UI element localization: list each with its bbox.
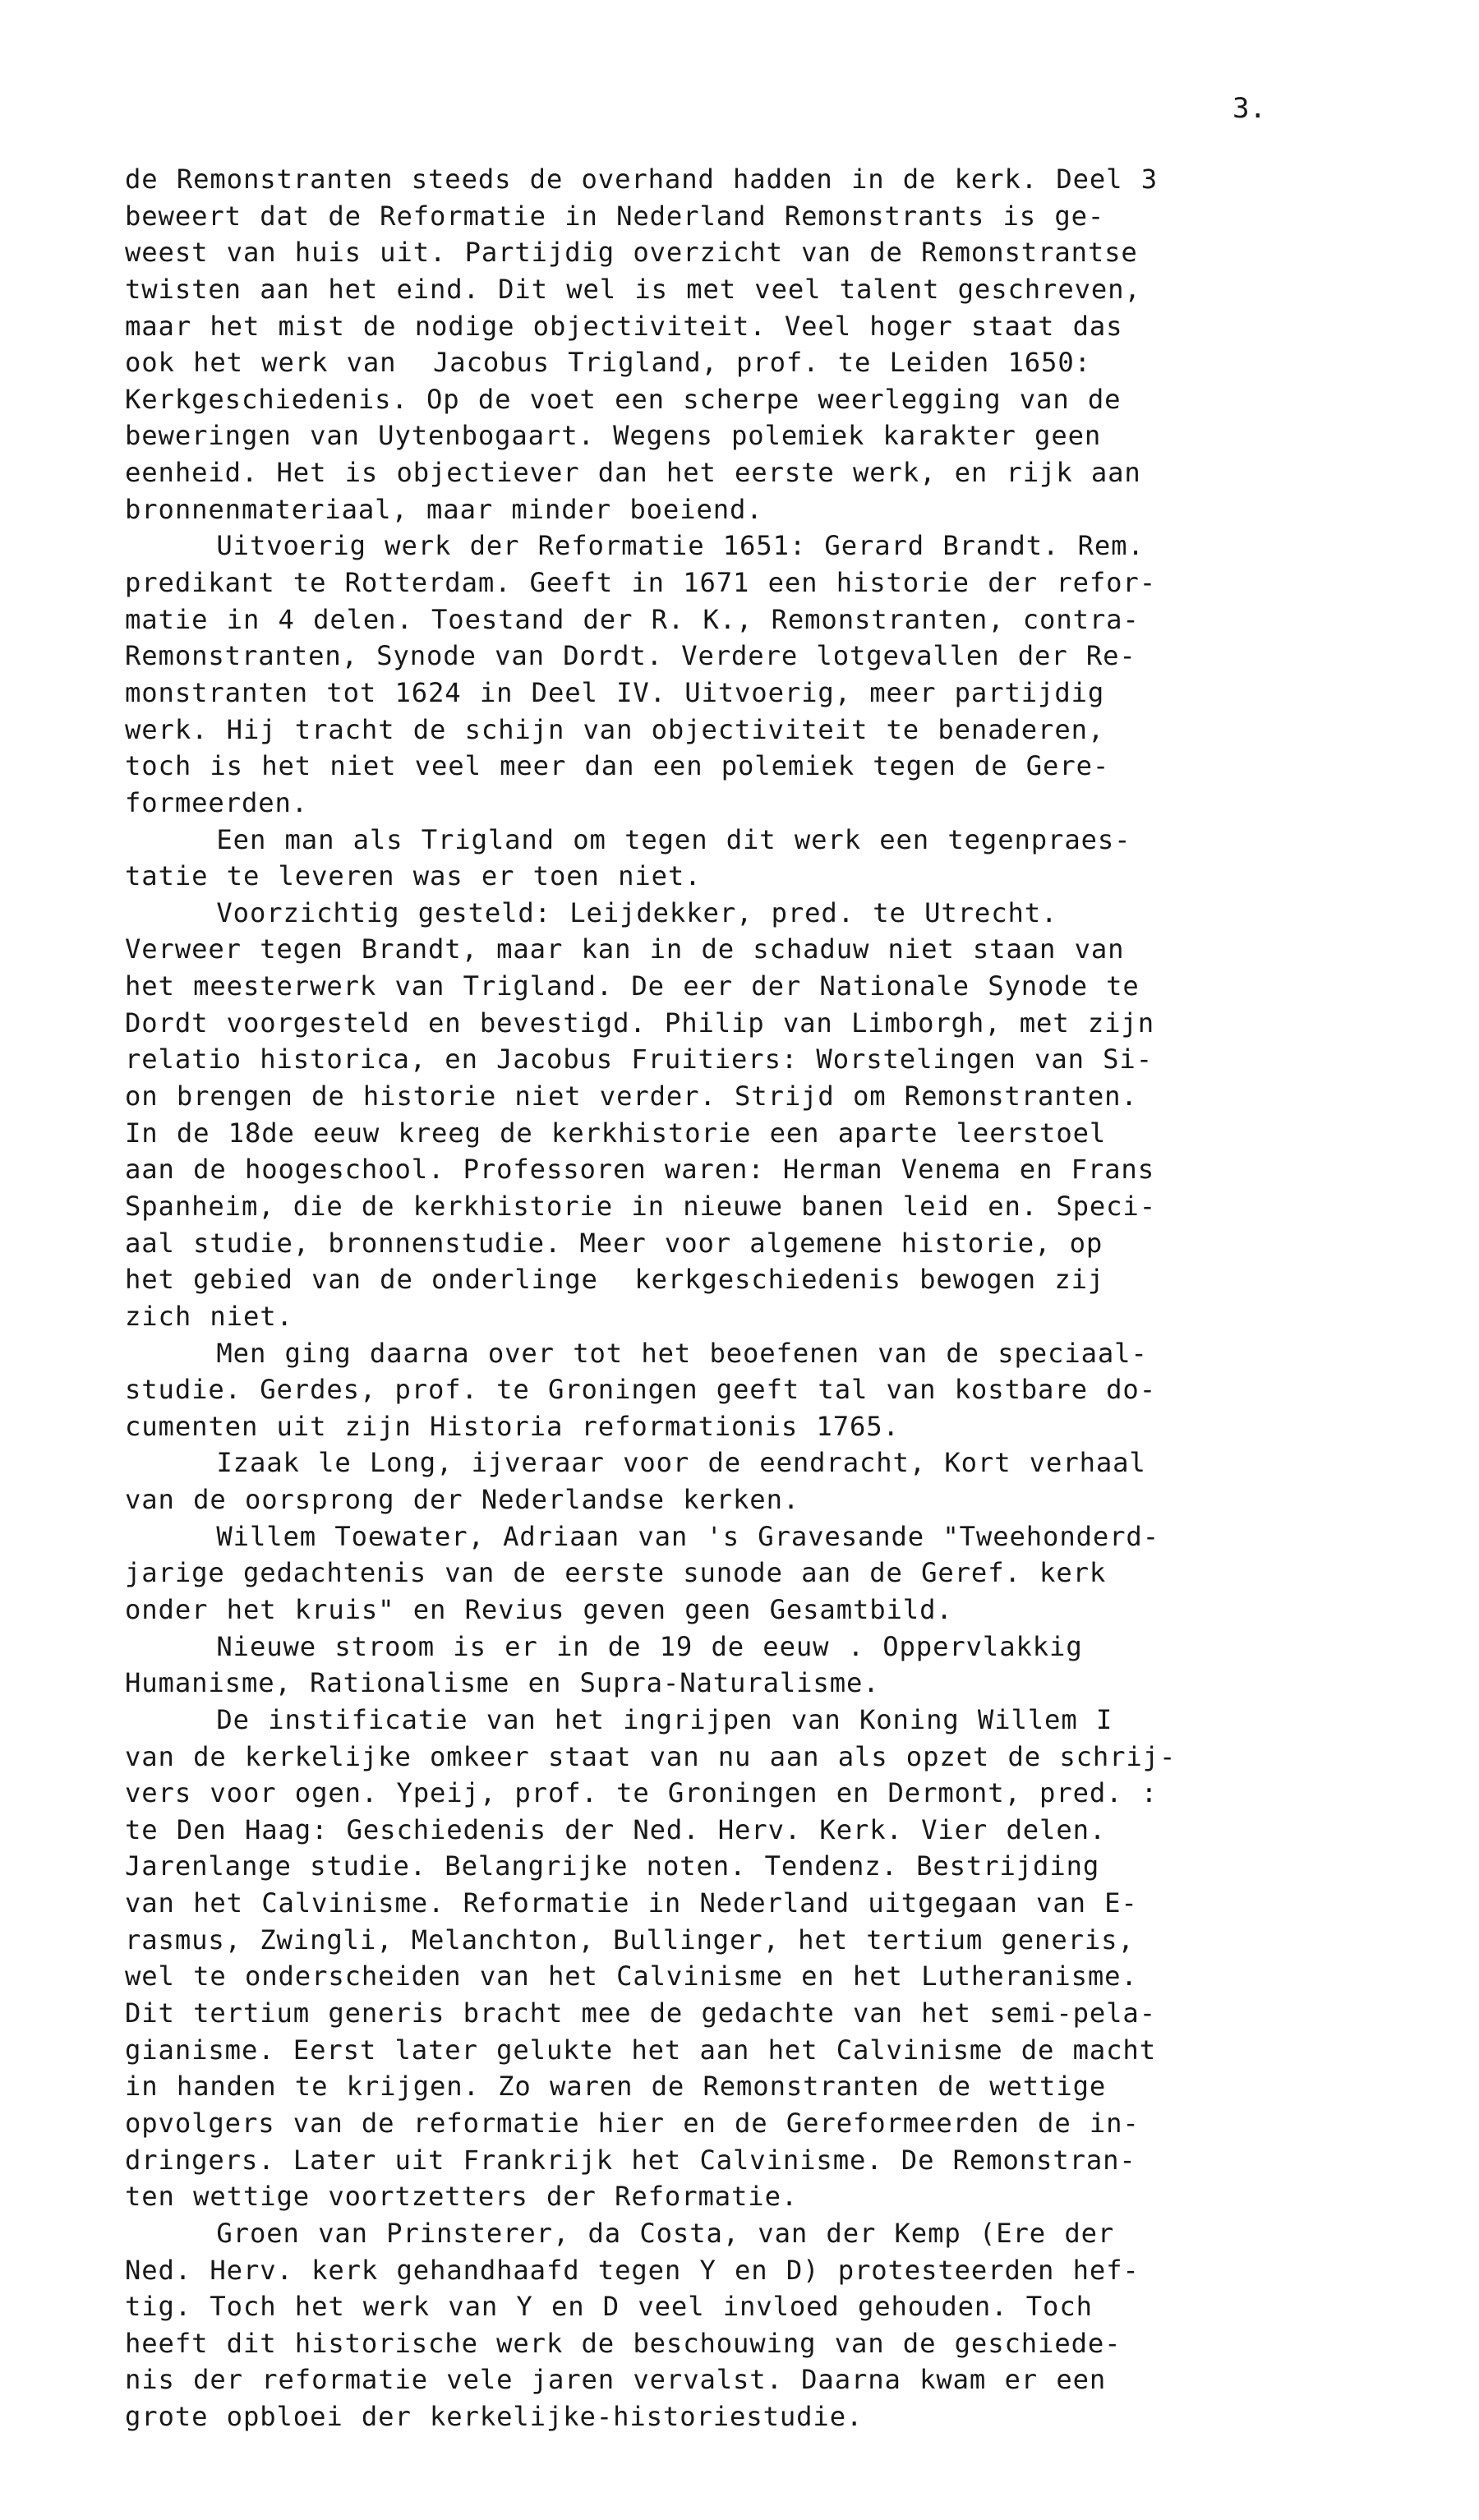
text-line: Een man als Trigland om tegen dit werk een tegenpraes- (125, 823, 1131, 855)
text-line: Jarenlange studie. Belangrijke noten. Tendenz. Bestrijding (125, 1850, 1100, 1882)
text-line: toch is het niet veel meer dan een polemiek tegen de Gere- (125, 750, 1110, 782)
text-line: aal studie, bronnenstudie. Meer voor algemene historie, op (125, 1227, 1103, 1259)
text-line: tatie te leveren was er toen niet. (125, 860, 702, 892)
text-line: bronnenmateriaal, maar minder boeiend. (125, 493, 763, 525)
text-line: ook het werk van Jacobus Trigland, prof. te Leiden 1650: (125, 347, 1091, 379)
text-line: Spanheim, die de kerkhistorie in nieuwe banen leid en. Speci- (125, 1190, 1156, 1222)
text-line: gianisme. Eerst later gelukte het aan het Calvinisme de macht (125, 2034, 1156, 2066)
text-line: de Remonstranten steeds de overhand hadden in de kerk. Deel 3 (125, 164, 1158, 195)
text-line: ten wettige voortzetters der Reformatie. (125, 2181, 799, 2213)
text-line: Men ging daarna over tot het beoefenen van de speciaal- (125, 1337, 1148, 1369)
text-line: rasmus, Zwingli, Melanchton, Bullinger, het tertium generis, (125, 1923, 1135, 1956)
text-line: wel te onderscheiden van het Calvinisme en het Lutheranisme. (125, 1960, 1138, 1993)
text-line: van het Calvinisme. Reformatie in Nederland uitgegaan van E- (125, 1887, 1138, 1919)
text-line: tig. Toch het werk van Y en D veel invloed gehouden. Toch (125, 2291, 1093, 2323)
text-line: zich niet. (125, 1300, 293, 1332)
text-line: eenheid. Het is objectiever dan het eerste werk, en rijk aan (125, 457, 1141, 489)
text-line: werk. Hij tracht de schijn van objectiviteit te benaderen, (125, 713, 1105, 745)
text-line: Groen van Prinsterer, da Costa, van der Kemp (Ere der (125, 2217, 1115, 2249)
text-line: van de kerkelijke omkeer staat van nu aan als opzet de schrij- (125, 1740, 1177, 1772)
text-line: het meesterwerk van Trigland. De eer der Nationale Synode te (125, 970, 1140, 1002)
text-line: monstranten tot 1624 in Deel IV. Uitvoerig, meer partijdig (125, 676, 1105, 708)
text-line: van de oorsprong der Nederlandse kerken. (125, 1484, 800, 1516)
text-line: Humanisme, Rationalisme en Supra-Naturalisme. (125, 1667, 880, 1699)
text-line: In de 18de eeuw kreeg de kerkhistorie een aparte leerstoel (125, 1117, 1107, 1149)
text-line: matie in 4 delen. Toestand der R. K., Remonstranten, contra- (125, 603, 1140, 635)
text-line: Dit tertium generis bracht mee de gedachte van het semi-pela- (125, 1997, 1156, 2029)
text-line: studie. Gerdes, prof. te Groningen geeft tal van kostbare do- (125, 1374, 1156, 1406)
text-line: Remonstranten, Synode van Dordt. Verdere lotgevallen der Re- (125, 640, 1136, 672)
text-line: heeft dit historische werk de beschouwing van de geschiede- (125, 2327, 1122, 2359)
text-line: Verweer tegen Brandt, maar kan in de schaduw niet staan van (125, 933, 1125, 965)
text-line: twisten aan het eind. Dit wel is met veel talent geschreven, (125, 273, 1141, 305)
text-line: Ned. Herv. kerk gehandhaafd tegen Y en D) protesteerden hef- (125, 2254, 1140, 2286)
text-line: Willem Toewater, Adriaan van 's Gravesande "Tweehonderd- (125, 1520, 1159, 1552)
text-line: nis der reformatie vele jaren vervalst. Daarna kwam er een (125, 2364, 1107, 2396)
text-line: vers voor ogen. Ypeij, prof. te Groningen en Dermont, pred. : (125, 1777, 1158, 1809)
text-line: Uitvoerig werk der Reformatie 1651: Gerard Brandt. Rem. (125, 530, 1145, 562)
text-line: predikant te Rotterdam. Geeft in 1671 een historie der refor- (125, 567, 1156, 599)
text-line: grote opbloei der kerkelijke-historiestudie. (125, 2401, 864, 2433)
text-line: weest van huis uit. Partijdig overzicht van de Remonstrantse (125, 237, 1138, 269)
text-line: cumenten uit zijn Historia reformationis 1765. (125, 1410, 900, 1442)
text-line: beweert dat de Reformatie in Nederland Remonstrants is ge- (125, 200, 1105, 232)
text-line: Dordt voorgesteld en bevestigd. Philip van Limborgh, met zijn (125, 1007, 1154, 1039)
text-line: on brengen de historie niet verder. Strijd om Remonstranten. (125, 1080, 1138, 1113)
body-text (125, 161, 1440, 2435)
text-line: het gebied van de onderlinge kerkgeschiedenis bewogen zij (125, 1264, 1105, 1296)
text-line: maar het mist de nodige objectiviteit. Veel hoger staat das (125, 310, 1123, 342)
text-line: opvolgers van de reformatie hier en de Gereformeerden de in- (125, 2107, 1140, 2139)
text-line: in handen te krijgen. Zo waren de Remonstranten de wettige (125, 2071, 1107, 2103)
text-line: Voorzichtig gesteld: Leijdekker, pred. te Utrecht. (125, 896, 1058, 928)
text-line: Izaak le Long, ijveraar voor de eendracht, Kort verhaal (125, 1447, 1146, 1479)
text-line: te Den Haag: Geschiedenis der Ned. Herv. Kerk. Vier delen. (125, 1813, 1107, 1845)
text-line: Kerkgeschiedenis. Op de voet een scherpe weerlegging van de (125, 383, 1122, 415)
text-line: Nieuwe stroom is er in de 19 de eeuw . Oppervlakkig (125, 1630, 1083, 1662)
text-line: jarige gedachtenis van de eerste sunode aan de Geref. kerk (125, 1557, 1107, 1589)
text-line: beweringen van Uytenbogaart. Wegens polemiek karakter geen (125, 420, 1102, 452)
text-line: relatio historica, en Jacobus Fruitiers: Worstelingen van Si- (125, 1043, 1153, 1076)
text-line: aan de hoogeschool. Professoren waren: Herman Venema en Frans (125, 1154, 1154, 1186)
text-line: onder het kruis" en Revius geven geen Gesamtbild. (125, 1593, 953, 1625)
page-number: 3. (1232, 92, 1266, 125)
text-line: dringers. Later uit Frankrijk het Calvinisme. De Remonstran- (125, 2144, 1136, 2176)
text-line: formeerden. (125, 786, 309, 818)
text-line: De instificatie van het ingrijpen van Koning Willem I (125, 1703, 1113, 1735)
